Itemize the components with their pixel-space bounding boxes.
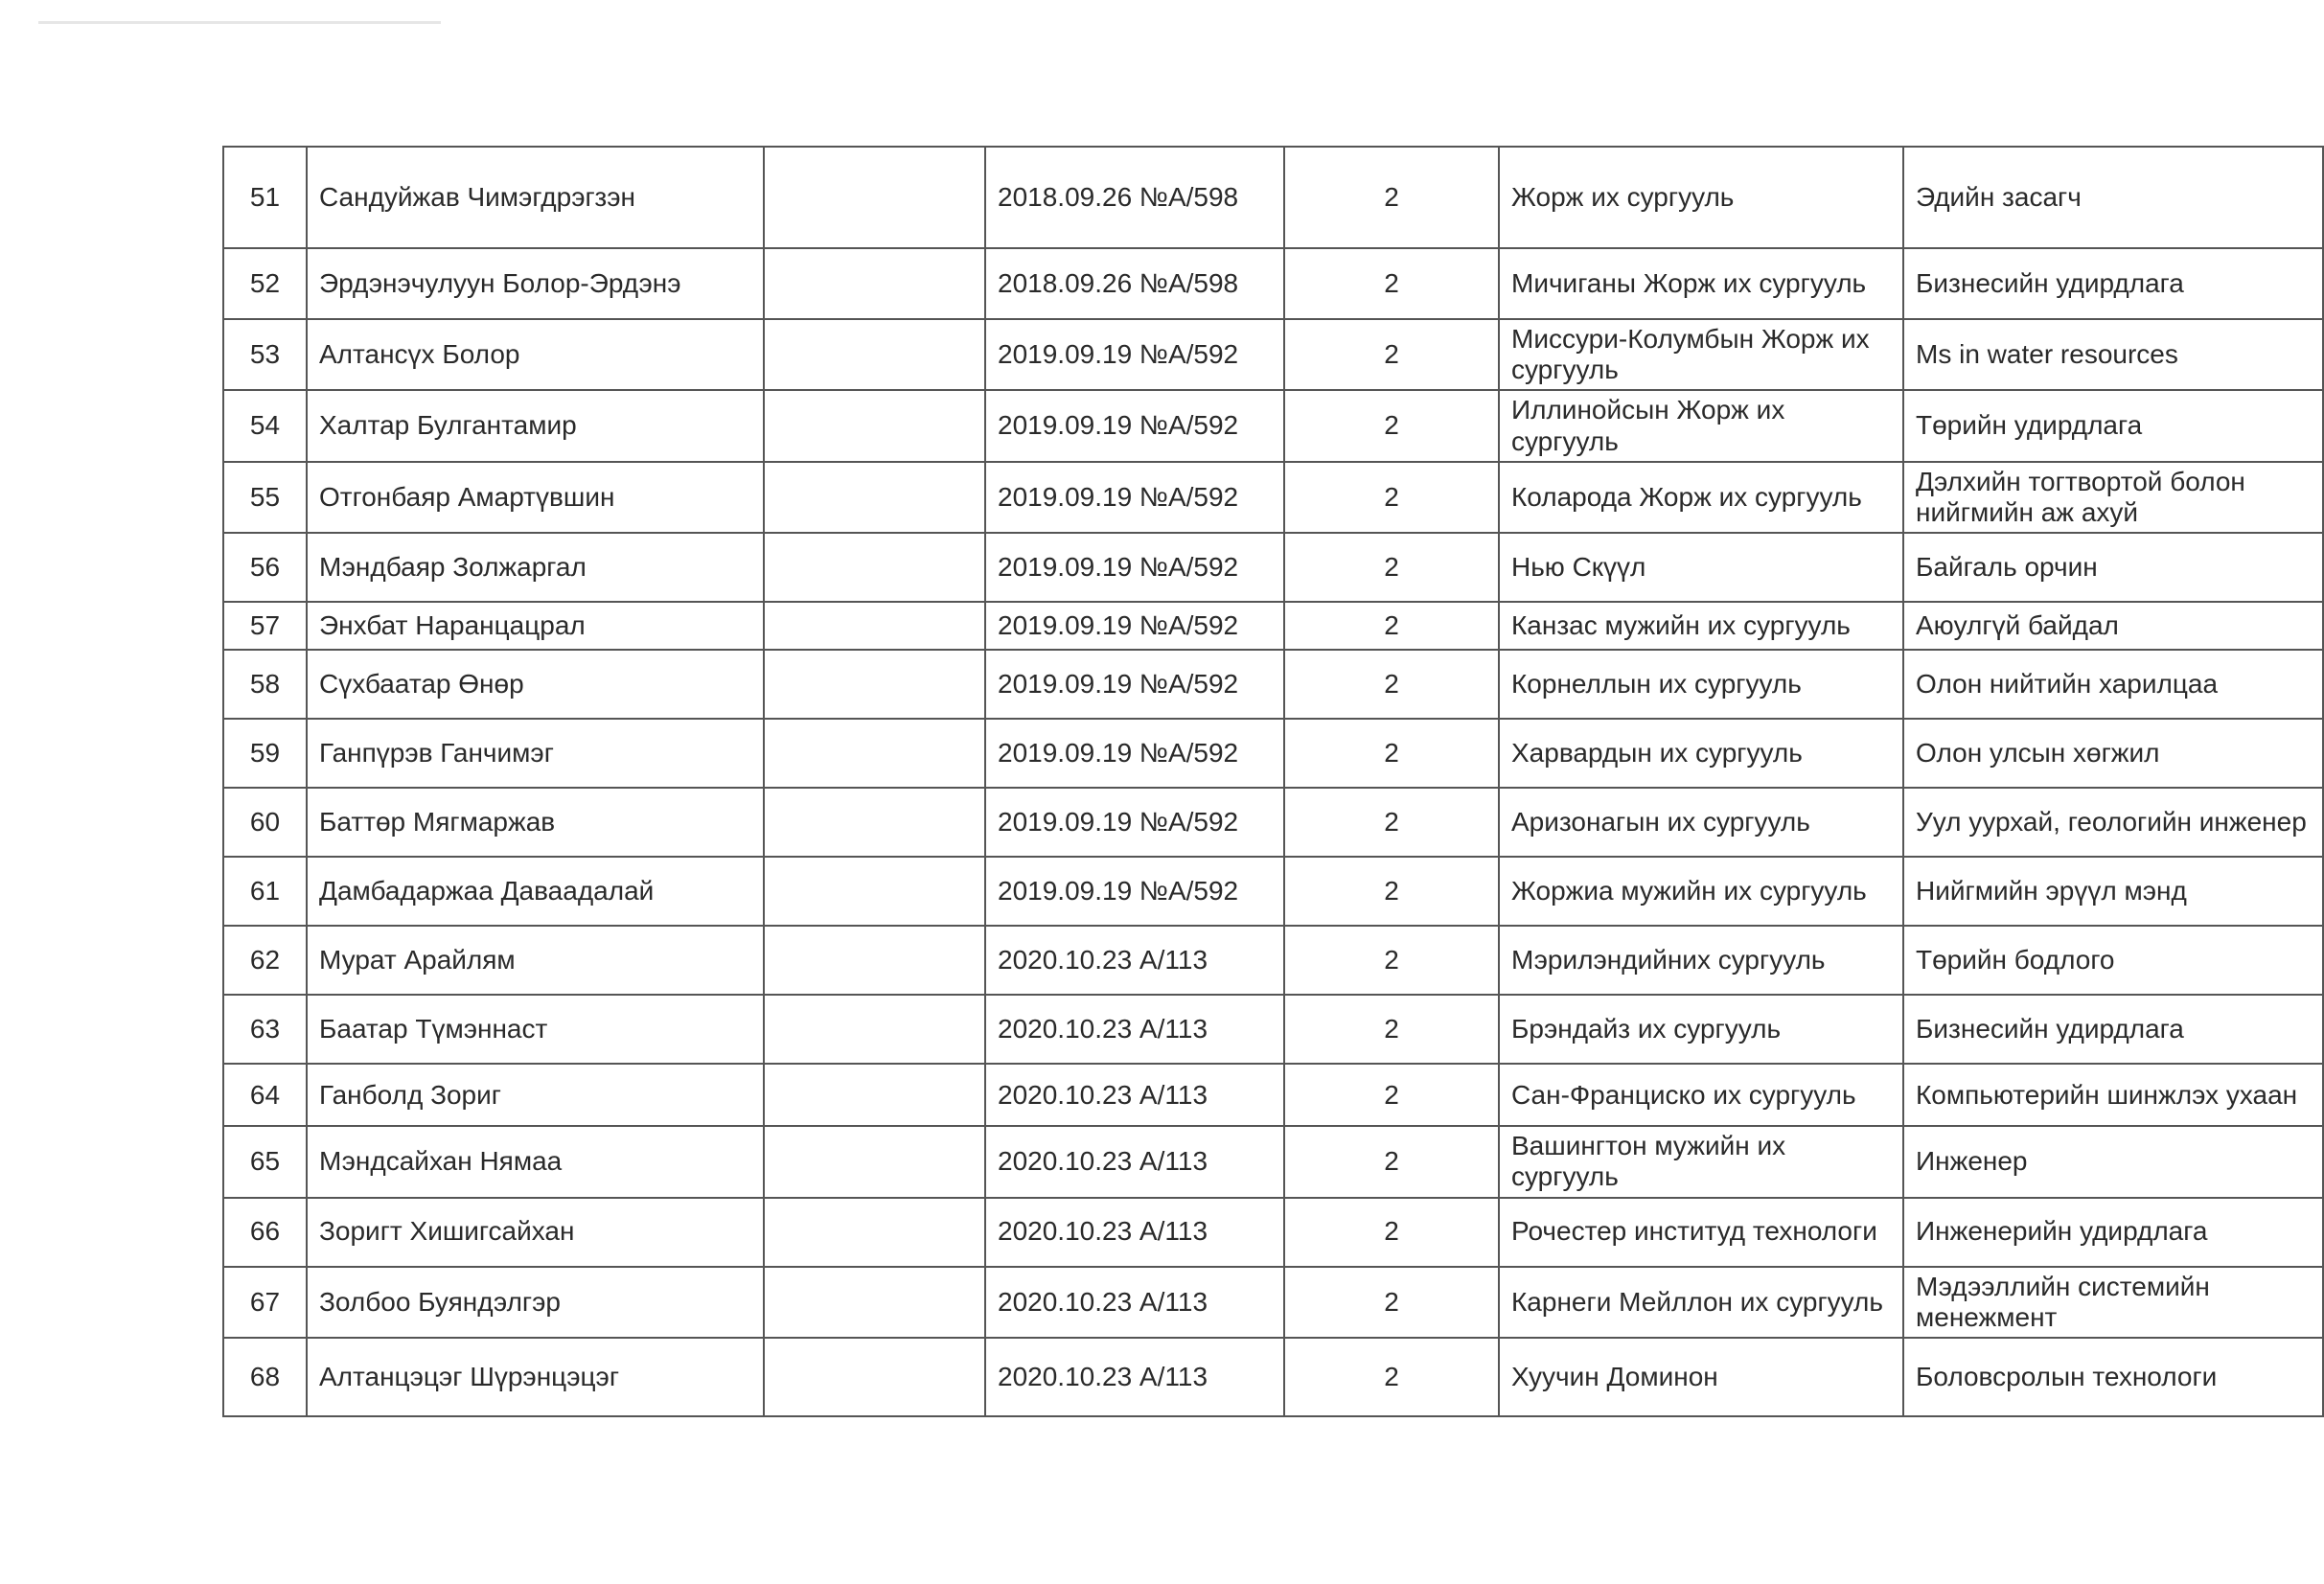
- person-name: Баатар Түмэннаст: [307, 995, 764, 1064]
- person-name: Мэндбаяр Золжаргал: [307, 533, 764, 602]
- person-name: Зоригт Хишигсайхан: [307, 1198, 764, 1267]
- row-number: 52: [223, 248, 307, 319]
- duration-years: 2: [1284, 995, 1499, 1064]
- order-reference: 2018.09.26 №А/598: [985, 248, 1284, 319]
- university-name: Нью Скүүл: [1499, 533, 1903, 602]
- field-of-study: Нийгмийн эрүүл мэнд: [1903, 857, 2323, 926]
- duration-years: 2: [1284, 1126, 1499, 1197]
- row-number: 56: [223, 533, 307, 602]
- duration-years: 2: [1284, 248, 1499, 319]
- empty-cell: [764, 147, 985, 248]
- empty-cell: [764, 995, 985, 1064]
- order-reference: 2019.09.19 №А/592: [985, 602, 1284, 650]
- field-of-study: Эдийн засагч: [1903, 147, 2323, 248]
- field-of-study: Мэдээллийн системийн менежмент: [1903, 1267, 2323, 1338]
- university-name: Канзас мужийн их сургууль: [1499, 602, 1903, 650]
- duration-years: 2: [1284, 462, 1499, 533]
- person-name: Отгонбаяр Амартүвшин: [307, 462, 764, 533]
- university-name: Мичиганы Жорж их сургууль: [1499, 248, 1903, 319]
- records-table-body: [223, 147, 2323, 1416]
- table-row: [223, 1064, 2323, 1126]
- order-reference: 2018.09.26 №А/598: [985, 147, 1284, 248]
- row-number: 59: [223, 719, 307, 788]
- university-name: Корнеллын их сургууль: [1499, 650, 1903, 719]
- empty-cell: [764, 857, 985, 926]
- duration-years: 2: [1284, 1338, 1499, 1416]
- order-reference: 2019.09.19 №А/592: [985, 390, 1284, 461]
- empty-cell: [764, 788, 985, 857]
- field-of-study: Төрийн удирдлага: [1903, 390, 2323, 461]
- row-number: 55: [223, 462, 307, 533]
- row-number: 68: [223, 1338, 307, 1416]
- field-of-study: Компьютерийн шинжлэх ухаан: [1903, 1064, 2323, 1126]
- row-number: 57: [223, 602, 307, 650]
- empty-cell: [764, 650, 985, 719]
- empty-cell: [764, 719, 985, 788]
- person-name: Сандуйжав Чимэгдрэгзэн: [307, 147, 764, 248]
- field-of-study: Бизнесийн удирдлага: [1903, 995, 2323, 1064]
- table-row: [223, 650, 2323, 719]
- table-row: [223, 602, 2323, 650]
- field-of-study: Уул уурхай, геологийн инженер: [1903, 788, 2323, 857]
- records-table: [222, 146, 2324, 1417]
- table-row: [223, 390, 2323, 461]
- order-reference: 2020.10.23 А/113: [985, 1338, 1284, 1416]
- order-reference: 2019.09.19 №А/592: [985, 319, 1284, 390]
- duration-years: 2: [1284, 719, 1499, 788]
- row-number: 58: [223, 650, 307, 719]
- field-of-study: Аюулгүй байдал: [1903, 602, 2323, 650]
- row-number: 65: [223, 1126, 307, 1197]
- scan-artifact: [38, 21, 441, 24]
- person-name: Энхбат Наранцацрал: [307, 602, 764, 650]
- person-name: Ганболд Зориг: [307, 1064, 764, 1126]
- table-row: [223, 319, 2323, 390]
- row-number: 60: [223, 788, 307, 857]
- row-number: 67: [223, 1267, 307, 1338]
- person-name: Халтар Булгантамир: [307, 390, 764, 461]
- person-name: Баттөр Мягмаржав: [307, 788, 764, 857]
- duration-years: 2: [1284, 390, 1499, 461]
- university-name: Рочестер институд технологи: [1499, 1198, 1903, 1267]
- duration-years: 2: [1284, 147, 1499, 248]
- field-of-study: Инженерийн удирдлага: [1903, 1198, 2323, 1267]
- order-reference: 2019.09.19 №А/592: [985, 462, 1284, 533]
- order-reference: 2019.09.19 №А/592: [985, 788, 1284, 857]
- table-row: [223, 1126, 2323, 1197]
- university-name: Карнеги Мейллон их сургууль: [1499, 1267, 1903, 1338]
- university-name: Сан-Франциско их сургууль: [1499, 1064, 1903, 1126]
- order-reference: 2019.09.19 №А/592: [985, 533, 1284, 602]
- empty-cell: [764, 602, 985, 650]
- duration-years: 2: [1284, 1064, 1499, 1126]
- person-name: Эрдэнэчулуун Болор-Эрдэнэ: [307, 248, 764, 319]
- empty-cell: [764, 1198, 985, 1267]
- order-reference: 2019.09.19 №А/592: [985, 857, 1284, 926]
- table-row: [223, 926, 2323, 995]
- field-of-study: Төрийн бодлого: [1903, 926, 2323, 995]
- university-name: Иллинойсын Жорж их сургууль: [1499, 390, 1903, 461]
- order-reference: 2019.09.19 №А/592: [985, 650, 1284, 719]
- duration-years: 2: [1284, 533, 1499, 602]
- duration-years: 2: [1284, 926, 1499, 995]
- university-name: Хуучин Доминон: [1499, 1338, 1903, 1416]
- table-row: [223, 248, 2323, 319]
- empty-cell: [764, 319, 985, 390]
- university-name: Жорж их сургууль: [1499, 147, 1903, 248]
- empty-cell: [764, 1064, 985, 1126]
- order-reference: 2020.10.23 А/113: [985, 1126, 1284, 1197]
- table-row: [223, 1198, 2323, 1267]
- field-of-study: Боловсролын технологи: [1903, 1338, 2323, 1416]
- row-number: 51: [223, 147, 307, 248]
- empty-cell: [764, 390, 985, 461]
- university-name: Жоржиа мужийн их сургууль: [1499, 857, 1903, 926]
- table-row: [223, 1267, 2323, 1338]
- duration-years: 2: [1284, 319, 1499, 390]
- university-name: Брэндайз их сургууль: [1499, 995, 1903, 1064]
- table-row: [223, 462, 2323, 533]
- person-name: Мэндсайхан Нямаа: [307, 1126, 764, 1197]
- order-reference: 2019.09.19 №А/592: [985, 719, 1284, 788]
- duration-years: 2: [1284, 788, 1499, 857]
- field-of-study: Дэлхийн тогтвортой болон нийгмийн аж ахуй: [1903, 462, 2323, 533]
- table-row: [223, 995, 2323, 1064]
- records-table-container: [222, 146, 2307, 1417]
- order-reference: 2020.10.23 А/113: [985, 1198, 1284, 1267]
- person-name: Золбоо Буяндэлгэр: [307, 1267, 764, 1338]
- duration-years: 2: [1284, 602, 1499, 650]
- table-row: [223, 719, 2323, 788]
- duration-years: 2: [1284, 1198, 1499, 1267]
- person-name: Мурат Арайлям: [307, 926, 764, 995]
- table-row: [223, 857, 2323, 926]
- order-reference: 2020.10.23 А/113: [985, 926, 1284, 995]
- person-name: Сүхбаатар Өнөр: [307, 650, 764, 719]
- row-number: 64: [223, 1064, 307, 1126]
- person-name: Алтанцэцэг Шүрэнцэцэг: [307, 1338, 764, 1416]
- row-number: 66: [223, 1198, 307, 1267]
- order-reference: 2020.10.23 А/113: [985, 1267, 1284, 1338]
- row-number: 63: [223, 995, 307, 1064]
- university-name: Вашингтон мужийн их сургууль: [1499, 1126, 1903, 1197]
- field-of-study: Олон улсын хөгжил: [1903, 719, 2323, 788]
- row-number: 54: [223, 390, 307, 461]
- empty-cell: [764, 1338, 985, 1416]
- person-name: Дамбадаржаа Даваадалай: [307, 857, 764, 926]
- table-row: [223, 533, 2323, 602]
- field-of-study: Олон нийтийн харилцаа: [1903, 650, 2323, 719]
- university-name: Коларода Жорж их сургууль: [1499, 462, 1903, 533]
- field-of-study: Бизнесийн удирдлага: [1903, 248, 2323, 319]
- order-reference: 2020.10.23 А/113: [985, 995, 1284, 1064]
- university-name: Харвардын их сургууль: [1499, 719, 1903, 788]
- table-row: [223, 788, 2323, 857]
- empty-cell: [764, 533, 985, 602]
- person-name: Алтансүх Болор: [307, 319, 764, 390]
- field-of-study: Инженер: [1903, 1126, 2323, 1197]
- row-number: 61: [223, 857, 307, 926]
- university-name: Аризонагын их сургууль: [1499, 788, 1903, 857]
- row-number: 62: [223, 926, 307, 995]
- order-reference: 2020.10.23 А/113: [985, 1064, 1284, 1126]
- empty-cell: [764, 248, 985, 319]
- empty-cell: [764, 462, 985, 533]
- empty-cell: [764, 1126, 985, 1197]
- person-name: Ганпүрэв Ганчимэг: [307, 719, 764, 788]
- duration-years: 2: [1284, 1267, 1499, 1338]
- university-name: Миссури-Колумбын Жорж их сургууль: [1499, 319, 1903, 390]
- duration-years: 2: [1284, 650, 1499, 719]
- row-number: 53: [223, 319, 307, 390]
- table-row: [223, 1338, 2323, 1416]
- empty-cell: [764, 1267, 985, 1338]
- field-of-study: Байгаль орчин: [1903, 533, 2323, 602]
- empty-cell: [764, 926, 985, 995]
- duration-years: 2: [1284, 857, 1499, 926]
- field-of-study: Ms in water resources: [1903, 319, 2323, 390]
- university-name: Мэрилэндийних сургууль: [1499, 926, 1903, 995]
- table-row: [223, 147, 2323, 248]
